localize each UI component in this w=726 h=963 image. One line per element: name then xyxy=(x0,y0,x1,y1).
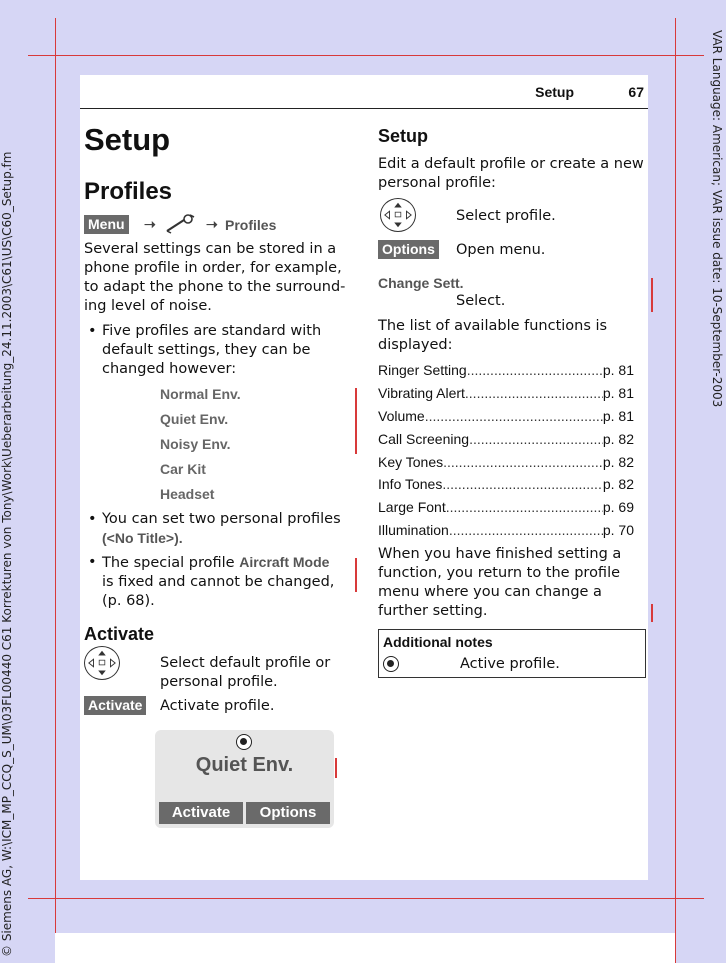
bullet-aircraft-mode: • The special profile Aircraft Mode is fixed and cannot be changed, (p. 68). xyxy=(88,554,335,609)
change-bar xyxy=(335,758,337,778)
nav-key-icon xyxy=(380,198,416,232)
notes-text: Active profile. xyxy=(460,656,560,672)
radio-selected-icon xyxy=(236,734,252,750)
activate-softkey: Activate xyxy=(84,696,146,715)
menu-key: Menu xyxy=(84,215,129,234)
finish-paragraph: When you have finished setting a function, you return to the profile menu where you can change a further setting. xyxy=(378,546,622,619)
activate-key-text: Activate profile. xyxy=(160,698,275,714)
select-profile-text: Select profile. xyxy=(456,208,556,224)
toc-row: Illumination ..... p. 70 xyxy=(378,522,634,538)
additional-notes-box xyxy=(378,629,646,678)
page-number: 67 xyxy=(628,84,644,100)
profiles-heading: Profiles xyxy=(84,178,173,205)
bullet-personal-profiles: • You can set two personal profiles (<No Title>). xyxy=(88,511,341,546)
change-bar xyxy=(355,388,357,454)
activate-heading: Activate xyxy=(84,624,155,644)
display-left-softkey: Activate xyxy=(159,802,243,824)
options-softkey: Options xyxy=(378,240,439,259)
toc-row: Info Tones ..... p. 82 xyxy=(378,476,634,492)
display-title: Quiet Env. xyxy=(195,754,294,776)
toc-row: Call Screening ..... p. 82 xyxy=(378,431,634,447)
setup-intro: Edit a default profile or create a new personal profile: xyxy=(378,156,644,191)
profile-noisy-env: Noisy Env. xyxy=(160,436,231,452)
radio-selected-icon xyxy=(383,656,399,672)
toc-row: Large Font ..... p. 69 xyxy=(378,499,634,515)
change-bar xyxy=(651,278,653,312)
arrow-icon: ➝ xyxy=(144,216,156,232)
intro-paragraph: Several settings can be stored in a phone profile in order, for example, to adapt the phone to the surround- ing level of noise. xyxy=(84,241,346,314)
toc-row: Ringer Setting ..... p. 81 xyxy=(378,362,634,378)
list-intro: The list of available functions is displayed: xyxy=(378,318,608,353)
profile-headset: Headset xyxy=(160,486,215,502)
notes-heading: Additional notes xyxy=(383,634,493,650)
arrow-icon: ➝ xyxy=(206,216,218,232)
header-section: Setup xyxy=(535,84,574,100)
wrench-icon xyxy=(164,214,198,234)
crop-line xyxy=(55,18,56,963)
crop-line xyxy=(675,18,676,963)
activate-nav-text: Select default profile or personal profile. xyxy=(160,655,331,690)
toc-row: Key Tones ..... p. 82 xyxy=(378,454,634,470)
profile-quiet-env: Quiet Env. xyxy=(160,411,229,427)
bullet-standard-profiles: • Five profiles are standard with default settings, they can be changed however: xyxy=(88,323,322,377)
setup-heading: Setup xyxy=(378,126,429,146)
display-right-softkey: Options xyxy=(246,802,330,824)
open-menu-text: Open menu. xyxy=(456,242,546,258)
page-title: Setup xyxy=(84,122,171,157)
running-header xyxy=(80,75,648,109)
bottom-strip xyxy=(55,933,675,963)
change-sett-label: Change Sett. xyxy=(378,275,464,291)
toc-row: Volume ..... p. 81 xyxy=(378,408,634,424)
profile-normal-env: Normal Env. xyxy=(160,386,241,402)
profile-car-kit: Car Kit xyxy=(160,461,206,477)
select-text: Select. xyxy=(456,293,506,309)
change-bar xyxy=(651,604,653,622)
crop-line xyxy=(28,898,704,899)
nav-key-icon xyxy=(84,646,120,680)
version-margin: VAR Language: American; VAR issue date: 10-September-2003 xyxy=(710,30,724,408)
crop-line xyxy=(28,55,704,56)
file-path-margin: © Siemens AG, W:\ICM_MP_CCQ_S_UM\03FL00440 C61 Korrekturen von Tony\Work\Ueberarbeitung_24.11.2003\C61\US\C60_Setup.fm xyxy=(0,151,14,957)
phone-display xyxy=(155,730,334,828)
menu-path xyxy=(84,214,284,236)
profiles-path-label: Profiles xyxy=(225,217,277,233)
toc-row: Vibrating Alert ..... p. 81 xyxy=(378,385,634,401)
change-bar xyxy=(355,558,357,592)
